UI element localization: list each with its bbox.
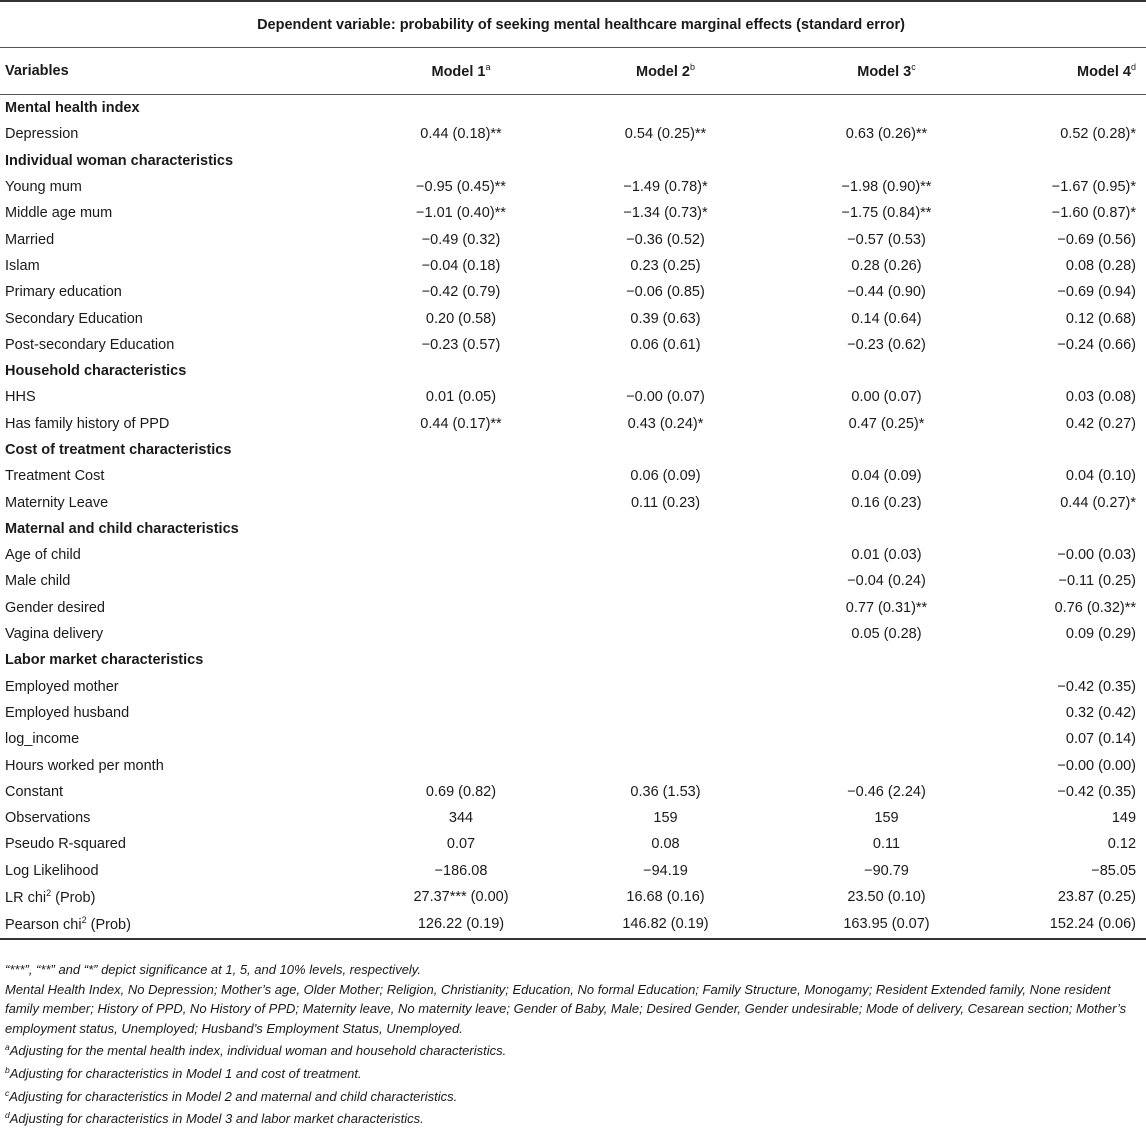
cell-model-1: 0.69 (0.82): [425, 783, 497, 800]
cell-model-1: 27.37*** (0.00): [413, 889, 509, 906]
cell-model-4: −0.00 (0.03): [1057, 547, 1137, 564]
cell-model-4: 0.09 (0.29): [1065, 626, 1137, 643]
cell-model-4: 0.52 (0.28)*: [1060, 126, 1137, 143]
cell-model-4: 0.32 (0.42): [1065, 704, 1137, 721]
cell-model-3: [776, 700, 997, 726]
cell-model-4: 0.03 (0.08): [1065, 389, 1137, 406]
cell-model-4: −1.67 (0.95)*: [1051, 179, 1137, 196]
cell-model-4: −0.11 (0.25): [1058, 573, 1137, 590]
footnote-c: [5, 1084, 1140, 1107]
footnote-b: [5, 1061, 1140, 1084]
cell-model-3: −0.46 (2.24): [847, 783, 926, 800]
cell-model-3: −0.57 (0.53): [847, 231, 926, 248]
row-label: Hours worked per month: [5, 757, 164, 774]
table-row: [0, 200, 1146, 226]
cell-model-2: 0.54 (0.25)**: [624, 126, 707, 143]
cell-model-3: 0.47 (0.25)*: [848, 415, 925, 432]
cell-model-1: [367, 674, 555, 700]
table-row: [0, 858, 1146, 884]
cell-model-3: 0.63 (0.26)**: [845, 126, 928, 143]
table-row: [0, 253, 1146, 279]
cell-model-1: −0.95 (0.45)**: [416, 179, 506, 196]
row-label: Islam: [5, 257, 40, 274]
table-row: [0, 910, 1146, 939]
section-row: [0, 148, 1146, 174]
cell-model-2: [555, 621, 776, 647]
cell-model-3: 0.01 (0.03): [851, 547, 922, 564]
cell-model-2: [555, 726, 776, 752]
table-row: [0, 805, 1146, 831]
cell-model-2: −1.49 (0.78)*: [623, 179, 708, 196]
table-row: [0, 674, 1146, 700]
table-notes: [5, 960, 1140, 1129]
cell-model-4: 0.12: [1107, 836, 1137, 853]
cell-model-1: −1.01 (0.40)**: [416, 205, 506, 222]
row-label: Log Likelihood: [5, 862, 99, 879]
header-model-2: Model 2$^b$: [555, 48, 776, 95]
cell-model-2: 0.11 (0.23): [630, 494, 701, 511]
row-label: Primary education: [5, 284, 122, 301]
section-row: [0, 647, 1146, 673]
footnote-text: Adjusting for characteristics in Model 1 and cost of treatment.: [9, 1065, 362, 1081]
table-row: [0, 463, 1146, 489]
section-row: [0, 437, 1146, 463]
cell-model-1: −186.08: [434, 862, 488, 879]
cell-model-3: 0.11: [872, 836, 901, 853]
footnote-text: Adjusting for characteristics in Model 3 and labor market characteristics.: [9, 1111, 424, 1127]
cell-model-2: [555, 595, 776, 621]
row-label: Has family history of PPD: [5, 415, 170, 432]
table-row: [0, 121, 1146, 147]
cell-model-1: [367, 489, 555, 515]
row-label: Male child: [5, 573, 71, 590]
table-row: [0, 752, 1146, 778]
cell-model-2: −0.00 (0.07): [626, 389, 705, 406]
row-label: HHS: [5, 389, 36, 406]
cell-model-2: [555, 568, 776, 594]
cell-model-2: [555, 700, 776, 726]
cell-model-4: −0.42 (0.35): [1057, 678, 1137, 695]
cell-model-3: 23.50 (0.10): [847, 889, 926, 906]
footnote-mark: a: [5, 1042, 10, 1053]
cell-model-2: 0.43 (0.24)*: [627, 415, 704, 432]
cell-model-4: 0.76 (0.32)**: [1054, 599, 1137, 616]
table-row: [0, 726, 1146, 752]
table-row: [0, 279, 1146, 305]
table-row: [0, 884, 1146, 910]
cell-model-2: 0.08: [651, 836, 680, 853]
table-header-row: [0, 48, 1146, 95]
row-label: Post-secondary Education: [5, 336, 175, 353]
cell-model-4: 0.04 (0.10): [1065, 468, 1137, 485]
cell-model-2: 0.06 (0.61): [630, 336, 701, 353]
cell-model-2: 0.23 (0.25): [630, 257, 701, 274]
footnote-text: Adjusting for characteristics in Model 2 and maternal and child characteristics.: [9, 1088, 458, 1104]
cell-model-2: 159: [653, 810, 678, 827]
cell-model-2: −0.36 (0.52): [626, 231, 705, 248]
table-row: [0, 568, 1146, 594]
table-row: [0, 621, 1146, 647]
row-label: Middle age mum: [5, 205, 113, 222]
header-variables: Variables: [0, 48, 367, 95]
cell-model-1: 126.22 (0.19): [367, 910, 555, 939]
cell-model-3: −1.98 (0.90)**: [841, 179, 932, 196]
cell-model-2: −1.34 (0.73)*: [623, 205, 708, 222]
footnotes: [5, 1038, 1140, 1128]
cell-model-2: 0.06 (0.09): [630, 468, 701, 485]
cell-model-1: [367, 568, 555, 594]
cell-model-4: 152.24 (0.06): [997, 910, 1146, 939]
footnote-a: [5, 1038, 1140, 1061]
cell-model-3: 163.95 (0.07): [776, 910, 997, 939]
cell-model-3: [776, 726, 997, 752]
cell-model-2: [555, 752, 776, 778]
table-row: [0, 411, 1146, 437]
significance-note: “***”, “**” and “*” depict significance at 1, 5, and 10% levels, respectively.: [5, 962, 421, 977]
row-label: Depression: [5, 126, 79, 143]
cell-model-1: 0.44 (0.18)**: [420, 126, 502, 143]
footnote-mark: c: [5, 1087, 10, 1098]
table-row: [0, 384, 1146, 410]
section-heading: Individual woman characteristics: [5, 152, 234, 169]
header-model-4: Model 4$^d$: [997, 48, 1146, 95]
cell-model-3: 0.14 (0.64): [851, 310, 922, 327]
section-heading: Mental health index: [5, 100, 140, 117]
row-label: Pseudo R-squared: [5, 836, 126, 853]
table-row: [0, 779, 1146, 805]
row-label: Secondary Education: [5, 310, 143, 327]
cell-model-1: −0.42 (0.79): [421, 284, 501, 301]
cell-model-1: 0.01 (0.05): [425, 389, 497, 406]
cell-model-3: −90.79: [864, 862, 909, 879]
table-row: [0, 831, 1146, 857]
row-label: Gender desired: [5, 599, 105, 616]
cell-model-2: −94.19: [643, 862, 688, 879]
cell-model-4: 149: [1111, 810, 1137, 827]
cell-model-1: 0.20 (0.58): [425, 310, 497, 327]
cell-model-4: −0.69 (0.94): [1057, 284, 1137, 301]
row-label: Young mum: [5, 179, 82, 196]
cell-model-2: [555, 674, 776, 700]
section-heading: Household characteristics: [5, 363, 187, 380]
table-row: [0, 700, 1146, 726]
table-row: [0, 305, 1146, 331]
footnote-mark: b: [5, 1064, 10, 1075]
cell-model-1: −0.23 (0.57): [421, 336, 501, 353]
table-row: [0, 489, 1146, 515]
cell-model-3: 0.04 (0.09): [851, 468, 922, 485]
cell-model-4: 0.07 (0.14): [1065, 731, 1137, 748]
cell-model-1: [367, 700, 555, 726]
cell-model-1: 344: [448, 810, 474, 827]
cell-model-2: −0.06 (0.85): [626, 284, 705, 301]
cell-model-3: 0.28 (0.26): [851, 257, 922, 274]
cell-model-2: 0.39 (0.63): [630, 310, 701, 327]
cell-model-3: −0.04 (0.24): [847, 573, 926, 590]
cell-model-4: −0.42 (0.35): [1057, 783, 1137, 800]
footnote-mark: d: [5, 1110, 10, 1121]
row-label: Employed husband: [5, 704, 130, 721]
row-label: Pearson chi$^2$ (Prob): [0, 910, 367, 939]
row-label: Observations: [5, 810, 91, 827]
cell-model-1: [367, 463, 555, 489]
reference-note: Mental Health Index, No Depression; Mother’s age, Older Mother; Religion, Christianity; Education, No formal Education; Family Structure, Monogamy; Resident Extended family, None resident family member; History of PPD, No History of PPD; Maternity leave, No maternity leave; Gender of Baby, Male; Desired Gender, Gender undesirable; Mode of delivery, Cesarean section; Mother’s employment status, Unemployed; Husband’s Employment Status, Unemployed.: [5, 981, 1127, 1036]
section-row: [0, 358, 1146, 384]
cell-model-2: 146.82 (0.19): [555, 910, 776, 939]
cell-model-3: 0.05 (0.28): [851, 626, 922, 643]
row-label: log_income: [5, 731, 80, 748]
cell-model-3: 159: [874, 810, 899, 827]
cell-model-3: −0.23 (0.62): [847, 336, 926, 353]
row-label: Age of child: [5, 547, 81, 564]
section-row: [0, 516, 1146, 542]
cell-model-1: −0.49 (0.32): [421, 231, 501, 248]
footnote-text: Adjusting for the mental health index, individual woman and household characteristics.: [9, 1043, 507, 1059]
row-label: Employed mother: [5, 678, 119, 695]
table-title-row: [0, 1, 1146, 48]
cell-model-4: 23.87 (0.25): [1057, 889, 1137, 906]
cell-model-3: [776, 674, 997, 700]
table-row: [0, 174, 1146, 200]
table-title: Dependent variable: probability of seeking mental healthcare marginal effects (standard error): [0, 1, 1146, 48]
header-model-3: Model 3$^c$: [776, 48, 997, 95]
section-row: [0, 95, 1146, 122]
cell-model-4: 0.08 (0.28): [1065, 257, 1137, 274]
row-label: Maternity Leave: [5, 494, 109, 511]
cell-model-3: 0.16 (0.23): [851, 494, 922, 511]
cell-model-4: −0.00 (0.00): [1057, 757, 1137, 774]
section-heading: Cost of treatment characteristics: [5, 442, 232, 458]
cell-model-2: 16.68 (0.16): [626, 889, 705, 906]
cell-model-3: [776, 752, 997, 778]
cell-model-4: −0.69 (0.56): [1057, 231, 1137, 248]
cell-model-2: 0.36 (1.53): [630, 783, 701, 800]
cell-model-1: 0.07: [446, 836, 476, 853]
section-heading: Labor market characteristics: [5, 652, 204, 669]
row-label: Treatment Cost: [5, 468, 105, 485]
cell-model-1: [367, 621, 555, 647]
cell-model-1: [367, 726, 555, 752]
row-label: Vagina delivery: [5, 626, 104, 643]
row-label: Constant: [5, 783, 64, 800]
table-body: [0, 95, 1146, 940]
cell-model-4: 0.12 (0.68): [1065, 310, 1137, 327]
cell-model-3: −1.75 (0.84)**: [841, 205, 932, 222]
cell-model-1: [367, 595, 555, 621]
cell-model-4: −85.05: [1091, 862, 1137, 879]
row-label: Married: [5, 231, 55, 248]
cell-model-1: −0.04 (0.18): [421, 257, 501, 274]
footnote-d: [5, 1106, 1140, 1129]
table-row: [0, 542, 1146, 568]
cell-model-3: −0.44 (0.90): [847, 284, 926, 301]
table-row: [0, 595, 1146, 621]
cell-model-4: −1.60 (0.87)*: [1051, 205, 1137, 222]
cell-model-4: −0.24 (0.66): [1057, 336, 1137, 353]
row-label: LR chi$^2$ (Prob): [5, 888, 96, 907]
cell-model-1: [367, 752, 555, 778]
cell-model-3: 0.77 (0.31)**: [845, 599, 928, 616]
cell-model-4: 0.44 (0.27)*: [1060, 494, 1137, 511]
cell-model-1: 0.44 (0.17)**: [420, 415, 502, 432]
cell-model-4: 0.42 (0.27): [1065, 415, 1137, 432]
table-row: [0, 332, 1146, 358]
cell-model-1: [367, 542, 555, 568]
cell-model-2: [555, 542, 776, 568]
cell-model-3: 0.00 (0.07): [851, 389, 922, 406]
header-model-1: Model 1$^a$: [367, 48, 555, 95]
table-row: [0, 226, 1146, 252]
section-heading: Maternal and child characteristics: [5, 520, 239, 537]
